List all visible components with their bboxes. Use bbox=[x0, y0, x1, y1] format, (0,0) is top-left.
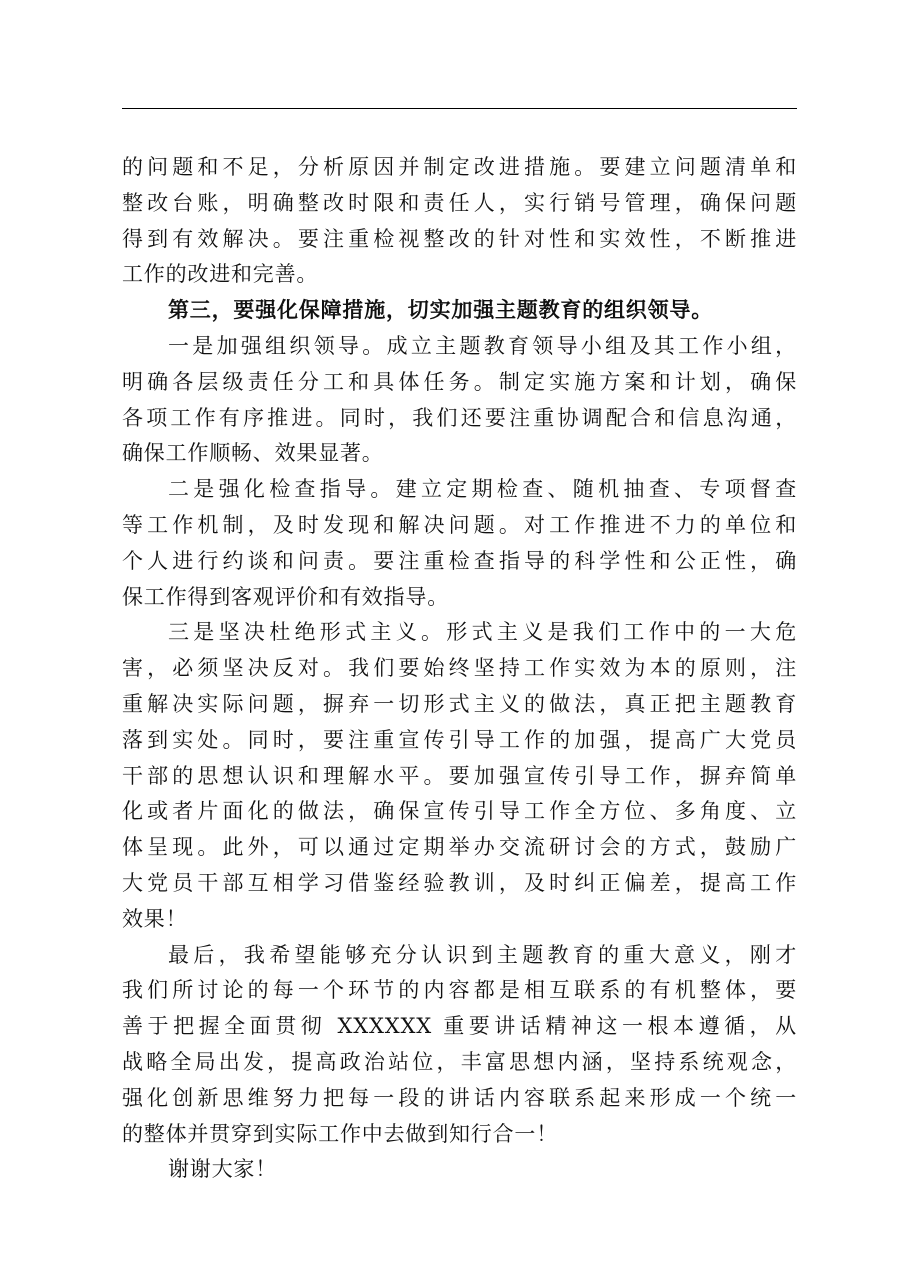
text-line: 的整体并贯穿到实际工作中去做到知行合一！ bbox=[122, 1121, 558, 1146]
text-line: 三是坚决杜绝形式主义。形式主义是我们工作中的一大危 bbox=[168, 620, 797, 645]
text-line: 个人进行约谈和问责。要注重检查指导的科学性和公正性，确 bbox=[122, 548, 797, 573]
text-line: 工作的改进和完善。 bbox=[122, 262, 319, 287]
text-line: 二是强化检查指导。建立定期检查、随机抽查、专项督查 bbox=[168, 477, 797, 502]
text-line: 各项工作有序推进。同时，我们还要注重协调配合和信息沟通， bbox=[122, 405, 797, 430]
text-line: 重解决实际问题，摒弃一切形式主义的做法，真正把主题教育 bbox=[122, 691, 797, 716]
section-heading: 第三，要强化保障措施，切实加强主题教育的组织领导。 bbox=[168, 298, 713, 323]
closing-line: 谢谢大家！ bbox=[168, 1157, 277, 1182]
header-rule bbox=[122, 108, 797, 109]
text-line: 明确各层级责任分工和具体任务。制定实施方案和计划，确保 bbox=[122, 369, 797, 394]
text-line: 得到有效解决。要注重检视整改的针对性和实效性，不断推进 bbox=[122, 226, 797, 251]
text-line: 害，必须坚决反对。我们要始终坚持工作实效为本的原则，注 bbox=[122, 656, 797, 681]
text-line: 化或者片面化的做法，确保宣传引导工作全方位、多角度、立 bbox=[122, 799, 797, 824]
text-line: 干部的思想认识和理解水平。要加强宣传引导工作，摒弃简单 bbox=[122, 763, 797, 788]
text-line: 善于把握全面贯彻 XXXXXX 重要讲话精神这一根本遵循，从 bbox=[122, 1014, 797, 1039]
text-line: 我们所讨论的每一个环节的内容都是相互联系的有机整体，要 bbox=[122, 978, 797, 1003]
text-line: 体呈现。此外，可以通过定期举办交流研讨会的方式，鼓励广 bbox=[122, 835, 797, 860]
text-line: 落到实处。同时，要注重宣传引导工作的加强，提高广大党员 bbox=[122, 727, 797, 752]
text-line: 整改台账，明确整改时限和责任人，实行销号管理，确保问题 bbox=[122, 190, 797, 215]
body-text bbox=[122, 150, 797, 1188]
text-line: 强化创新思维努力把每一段的讲话内容联系起来形成一个统一 bbox=[122, 1085, 797, 1110]
text-line: 战略全局出发，提高政治站位，丰富思想内涵，坚持系统观念， bbox=[122, 1049, 797, 1074]
text-line: 效果！ bbox=[122, 906, 188, 931]
text-line: 一是加强组织领导。成立主题教育领导小组及其工作小组， bbox=[168, 333, 797, 358]
text-line: 确保工作顺畅、效果显著。 bbox=[122, 441, 384, 466]
text-line: 保工作得到客观评价和有效指导。 bbox=[122, 584, 449, 609]
text-line: 最后，我希望能够充分认识到主题教育的重大意义，刚才 bbox=[168, 942, 797, 967]
text-line: 等工作机制，及时发现和解决问题。对工作推进不力的单位和 bbox=[122, 512, 797, 537]
text-line: 的问题和不足，分析原因并制定改进措施。要建立问题清单和 bbox=[122, 155, 797, 179]
text-line: 大党员干部互相学习借鉴经验教训，及时纠正偏差，提高工作 bbox=[122, 870, 797, 895]
